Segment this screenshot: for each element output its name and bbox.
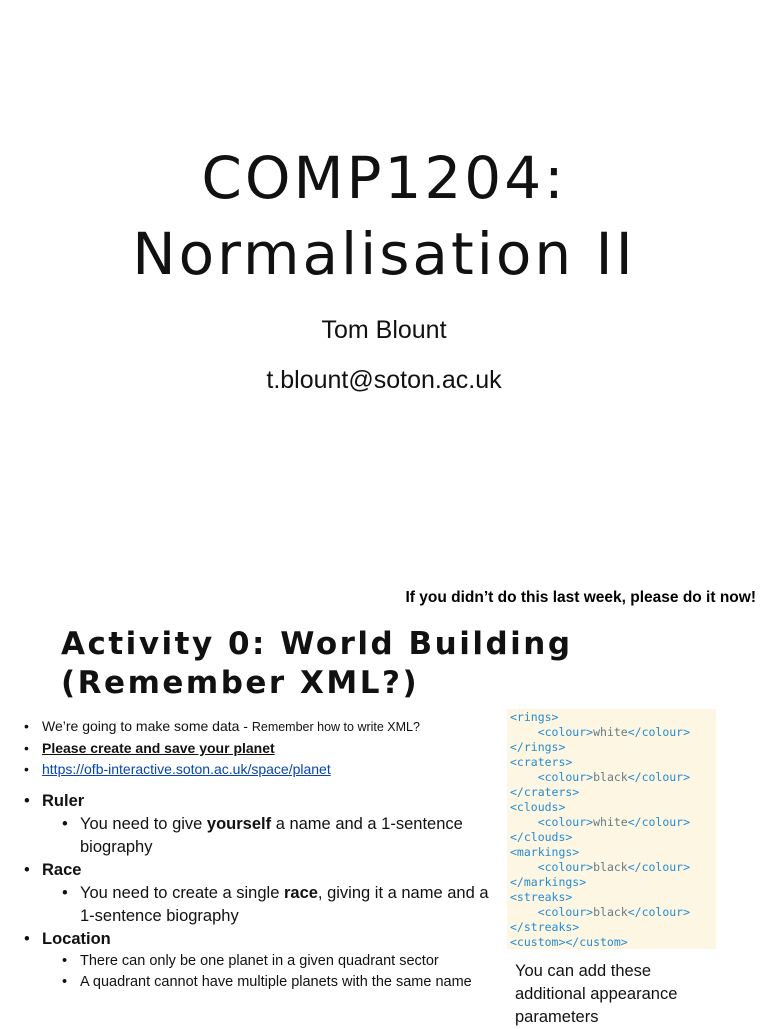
location-label: Location <box>42 930 111 948</box>
create-planet-text: Please create and save your planet <box>42 740 275 756</box>
code-line: <custom></custom> <box>510 935 628 949</box>
bullet-location <box>22 928 492 951</box>
code-line: <streaks> <box>510 890 573 904</box>
code-line: </craters> <box>510 785 580 799</box>
planet-link[interactable]: https://ofb-interactive.soton.ac.uk/space/planet <box>42 761 331 777</box>
presentation-title <box>0 140 768 292</box>
notice-text: If you didn’t do this last week, please do it now! <box>405 589 756 606</box>
code-line: <colour>black</colour> <box>510 905 691 919</box>
bullet-race-detail: • You need to create a single race, giving it a name and a 1-sentence biography <box>22 882 492 928</box>
bullet-make-data-text: We’re going to make some data - <box>42 718 252 734</box>
code-line: <colour>white</colour> <box>510 815 691 829</box>
code-line: <colour>white</colour> <box>510 725 691 739</box>
activity-heading <box>61 625 573 703</box>
code-line: </clouds> <box>510 830 573 844</box>
code-line: </streaks> <box>510 920 580 934</box>
title-line-1: COMP1204: <box>201 144 567 212</box>
bullet-location-item-1: • There can only be one planet in a given quadrant sector <box>22 951 492 972</box>
bullet-make-data <box>22 716 492 738</box>
code-line: <rings> <box>510 710 559 724</box>
heading-line-1: Activity 0: World Building <box>61 626 573 662</box>
bullet-ruler <box>22 790 492 813</box>
code-line: <craters> <box>510 755 573 769</box>
code-line: <colour>black</colour> <box>510 860 691 874</box>
xml-code-block <box>507 709 716 949</box>
code-line: </rings> <box>510 740 566 754</box>
bullet-list <box>22 716 492 993</box>
race-label: Race <box>42 861 82 879</box>
heading-line-2: (Remember XML?) <box>61 665 420 701</box>
author-email: t.blount@soton.ac.uk <box>266 366 502 394</box>
bullet-make-data-note: Remember how to write XML? <box>251 720 420 734</box>
author-name: Tom Blount <box>321 316 447 344</box>
title-line-2: Normalisation II <box>132 220 636 288</box>
bullet-planet-link <box>22 759 492 780</box>
code-line: <clouds> <box>510 800 566 814</box>
ruler-label: Ruler <box>42 792 85 810</box>
activity-slide <box>0 576 768 1024</box>
code-line: <markings> <box>510 845 580 859</box>
code-line: <colour>black</colour> <box>510 770 691 784</box>
bullet-ruler-detail: • You need to give yourself a name and a 1-sentence biography <box>22 813 492 859</box>
bullet-location-item-2: • A quadrant cannot have multiple planets with the same name <box>22 972 492 993</box>
code-caption: You can add these additional appearance parameters <box>515 962 678 1026</box>
bullet-race <box>22 859 492 882</box>
code-line: </markings> <box>510 875 587 889</box>
bullet-create-planet <box>22 738 492 759</box>
